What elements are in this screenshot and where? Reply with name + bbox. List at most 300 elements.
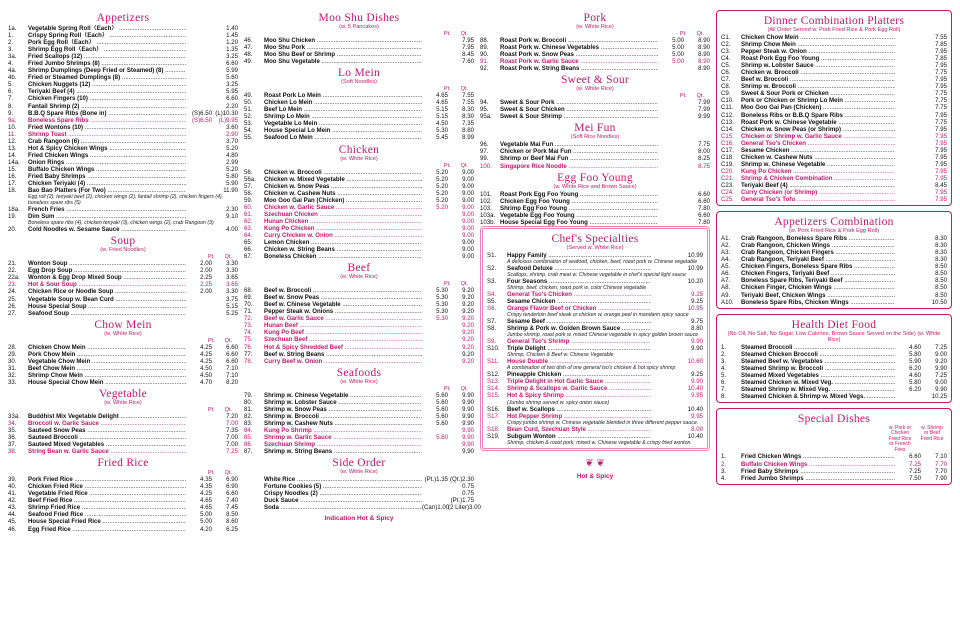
item-price-large: (Pt.)1.75 [450,497,474,505]
item-name: Chicken w. String Beans ..... [264,246,422,253]
item-number: S17. [487,412,500,420]
item-number: 68. [244,287,253,295]
section-title: Sweet & Sour [560,74,630,87]
item-name: Sweet & Sour Chicken ..... [500,106,658,113]
item-number: 7. [8,95,14,103]
item-price-small: 5.30 [422,294,448,301]
item-price-small: 4.65 [422,92,448,99]
item-price-large: 7.00 [226,441,238,449]
item-number: 1. [8,32,14,40]
menu-item [721,299,947,306]
menu-item [8,420,238,427]
item-name: Chicken Rice or Noodle Soup ..... [28,288,186,295]
item-price-small: 4.20 [186,526,212,533]
item-price-large: 1.20 [226,39,238,47]
item-name: Soda ..... [264,504,422,511]
item-number: C16. [721,139,734,147]
item-name: Broccoli w. Garlic Sauce ..... [28,420,186,427]
item-number: 103a. [480,211,496,219]
item-number: 26. [8,302,17,310]
item-name: Sauteed Broccoli ..... [28,434,186,441]
item-name: Happy Family ..... [507,252,651,259]
item-name: Shrimp w. Chinese Vegetable ..... [741,161,895,168]
menu-item [721,41,947,48]
item-number: 33. [8,378,17,386]
item-name: Crab Rangoon, Teriyaki Beef ..... [741,256,895,263]
item-price-large: 7.95 [935,132,947,140]
menu-item [8,206,238,213]
item-name: Moo Shu Chicken ..... [264,37,422,44]
item-name: Chicken w. Cashew Nuts ..... [264,190,422,197]
menu-item [721,263,947,270]
item-name: Pork Fried Rice ..... [28,476,186,483]
menu-item [480,212,710,219]
menu-item [8,372,238,379]
item-price-large: 9.00 [462,253,474,261]
item-price-large: 8.80 [462,127,474,135]
menu-item [244,399,474,406]
item-name: Roast Pork Lo Mein ..... [264,92,422,99]
item-number: 75. [244,336,253,344]
menu-item [8,427,238,434]
item-name: Chicken w. Snow Peas (or Shrimp) ..... [741,126,895,133]
item-number: 6. [8,88,14,96]
item-price-large: 11.90 [223,187,238,195]
item-number: 9a. [8,116,17,124]
menu-item [721,196,947,203]
item-number: A9. [721,291,731,299]
item-price-large: 9.90 [462,440,474,448]
item-price-large: (L)9.95 [218,116,238,124]
item-name: Shrimp & Pork w. Golden Brown Sauce ..... [507,325,651,332]
menu-column-3 [480,10,710,618]
item-price-large: 9.00 [462,217,474,225]
item-number: S8. [487,325,497,333]
item-number: 46. [8,525,17,533]
menu-item [244,483,474,490]
menu-item [721,133,947,140]
item-price-large: 8.30 [935,235,947,243]
item-number: 40. [8,483,17,491]
item-description: Shrimp, chicken & roast pork, mixed w. Chinese vegetable & crispy fried wonton. [507,439,692,446]
qt-label: Qt. [696,31,704,37]
item-number: A6. [721,270,731,278]
item-number: S13. [487,378,500,386]
item-price-large: 7.25 [935,371,947,379]
item-name: Shrimp Egg Roll（Each） ..... [28,46,186,53]
item-price-small: 5.30 [422,287,448,294]
item-name: Wonton Soup ..... [28,260,186,267]
menu-item [8,213,238,220]
menu-item [8,81,238,88]
item-number: S3. [487,277,497,285]
item-number: 72. [244,315,253,323]
item-name: Moo Goo Gai Pan (Chicken) ..... [741,104,895,111]
item-price-large: 7.85 [935,55,947,63]
item-number: 56a. [244,175,256,183]
item-price-large: 7.35 [226,427,238,435]
item-number: 74. [244,329,253,337]
menu-item [8,226,238,233]
item-price-large: 6.60 [226,95,238,103]
item-number: 6. [721,378,727,386]
item-price-large: 6.90 [226,476,238,484]
item-name: Shrimp Chow Mein ..... [28,372,186,379]
menu-item [480,99,710,106]
section-title: Appetizers [96,12,150,24]
item-number: 14. [8,151,17,159]
item-number: 97. [480,148,489,156]
item-price-large: 8.30 [935,256,947,264]
item-name: Fried Jumbo Shrimps (8) ..... [28,60,186,67]
item-name: Hunan Chicken ..... [264,218,422,225]
item-name: Pork Chow Mein ..... [28,351,186,358]
item-name: Roast Pork w. String Beans ..... [500,65,658,72]
menu-item [8,159,238,166]
item-name: Onion Rings ..... [28,159,186,166]
menu-item [8,413,238,420]
item-price-large: 7.75 [698,141,710,149]
item-number: 88. [480,37,489,44]
item-price-small: 4.65 [422,99,448,106]
item-number: 31. [8,364,17,372]
item-name: White Rice ..... [264,476,422,483]
item-price-large: 9.25 [691,371,703,379]
menu-item [721,256,947,263]
item-name: Fried Chicken Wings ..... [741,453,895,460]
item-price-small: 4.25 [186,351,212,358]
item-number: 4b. [8,74,17,82]
item-name: Steamed Chicken Broccoli ..... [741,351,895,358]
item-price-large: 9.00 [462,182,474,190]
item-price-large: 7.95 [935,139,947,147]
menu-item [480,51,710,58]
pt-label: Pt. [679,93,687,100]
menu-item [8,138,238,145]
item-name: Sesame Chicken ..... [741,147,895,154]
item-number: 66. [244,246,253,254]
item-number: 2. [721,460,727,468]
item-name: Buffalo Chicken Wings ..... [28,166,186,173]
item-number: 71. [244,308,253,316]
item-price-large: 8.80 [691,325,703,333]
item-name: Chicken w. Broccoli ..... [741,69,895,76]
item-price-large: 9.25 [691,290,703,298]
item-price-small: (Pt.)1.35 [422,476,448,483]
menu-item [8,145,238,152]
item-number: C21. [721,174,734,182]
menu-item [8,152,238,159]
item-number: 99. [480,155,489,163]
item-name: Sweet & Sour Shrimp ..... [500,113,658,120]
item-name: Bean Curd, Szechuan Style ..... [507,426,651,433]
item-number: 100. [480,162,492,170]
item-name: Fried Scallops (12) ..... [28,53,186,60]
item-name: General Tso's Tofu ..... [741,196,895,203]
item-name: Beef w. Snow Peas ..... [264,294,422,301]
menu-item [244,37,474,44]
item-number: 42. [8,497,17,505]
item-price-large: 7.95 [935,189,947,197]
item-name: Beef w. Broccoli ..... [741,76,895,83]
item-number: 54. [244,127,253,135]
item-number: 46. [244,37,253,44]
item-number: 33a. [8,412,20,420]
menu-item [244,197,474,204]
item-number: 63. [244,224,253,232]
item-name: Chicken Lo Mein ..... [264,99,422,106]
menu-item [8,103,238,110]
item-number: C15. [721,132,734,140]
item-price-large: 9.95 [691,392,703,400]
item-name: Chicken Teriyaki (4) ..... [28,180,186,187]
item-number: 84. [244,426,253,434]
menu-item [480,148,710,155]
item-name: Steamed Beef w. Vegetables ..... [741,358,895,365]
item-name: French Fries ..... [28,206,186,213]
item-number: 9. [8,109,14,117]
item-name: Kung Po Beef ..... [264,329,422,336]
menu-item [244,239,474,246]
item-name: Chicken Finger, Chicken Wings ..... [741,284,895,291]
item-name: Egg Fried Rice ..... [28,526,186,533]
item-number: 90. [480,51,489,59]
item-price-large: 9.90 [935,385,947,393]
item-price-large: 8.60 [226,518,238,526]
item-price-large: 3.75 [226,295,238,303]
item-price-small: 5.20 [422,169,448,176]
item-price-large: 7.55 [935,34,947,41]
item-number: 73. [244,322,253,330]
item-name: House Special Chow Mein ..... [28,379,186,386]
item-name: General Tso's Chicken ..... [741,140,895,147]
item-name: Steamed Broccoli ..... [741,344,895,351]
item-price-small: 5.30 [422,301,448,308]
section-title: Mei Fun [574,122,616,135]
item-price-large: 8.30 [462,113,474,121]
item-number: 28. [8,343,17,351]
item-price-large: 9.00 [462,246,474,254]
menu-item [487,426,703,433]
item-description: Crispy jumbo shrimp w. Chinese vegetable blended in three different pepper sauce. [507,419,699,426]
item-price-large: 1.45 [226,32,238,40]
menu-item [721,97,947,104]
item-name: Vegetable Spring Roll（Each） ..... [28,25,186,32]
menu-item [8,25,238,32]
item-price-large: 3.70 [226,137,238,145]
item-price-large: 9.20 [462,343,474,351]
section-title: Moo Shu Dishes [318,12,400,24]
item-name: Hot & Spicy Shredded Beef ..... [264,344,422,351]
item-number: 85. [244,433,253,441]
menu-item [721,55,947,62]
pt-label: Pt. [207,470,215,477]
menu-item [480,205,710,212]
item-description: Crispy tenderloin beef steak or chicken w. orange peel in mandarin spicy sauce [507,312,689,319]
item-price-large: 0.75 [462,483,474,491]
item-price-large: 1.40 [226,25,238,32]
section-title: Health Diet Food [791,318,877,331]
item-name: Shrimp & Chicken Combination ..... [741,175,895,182]
item-price-large: 7.10 [226,364,238,372]
item-name: Sauteed Snow Peas ..... [28,427,186,434]
item-name: Seafood Soup ..... [28,310,186,317]
item-number: 10. [8,123,17,131]
item-name: Fried Jumbo Shrimps ..... [741,475,895,482]
menu-item [244,413,474,420]
item-price-small: (S)6.50 [186,110,212,117]
item-number: S14. [487,385,500,393]
item-name: Shrimp Chow Mein ..... [741,41,895,48]
item-price-small: 5.60 [422,413,448,420]
menu-column-1 [8,10,238,618]
menu-item [8,124,238,131]
item-name: House Special Soup ..... [28,303,186,310]
item-number: 4. [721,364,727,372]
item-price-small: 4.35 [186,483,212,490]
menu-item [8,110,238,117]
item-name: Beef w. Broccoli ..... [264,287,422,294]
item-price-large: 8.90 [698,58,710,66]
special-header [721,426,947,454]
menu-item [721,112,947,119]
item-price-small: 4.60 [895,344,921,351]
item-price-large: 5.15 [226,302,238,310]
menu-item [487,252,703,259]
item-number: 94. [480,99,489,107]
item-number: S5. [487,297,497,305]
item-number: 13. [8,144,17,152]
item-number: 49. [244,58,253,66]
item-name: Shrimp or Beef Mai Fun ..... [500,155,658,162]
item-price-small: 4.70 [186,379,212,386]
item-price-large: 7.95 [935,167,947,175]
item-price-large: 7.75 [935,97,947,105]
menu-item [244,176,474,183]
item-price-large: 7.95 [462,44,474,52]
menu-item [8,60,238,67]
menu-item [244,113,474,120]
item-price-large: 7.95 [935,196,947,204]
item-price-large: 3.65 [226,281,238,289]
item-number: S11. [487,358,500,366]
item-price-large: 8.45 [935,181,947,189]
item-number: A8. [721,284,731,292]
item-name: Hot & Spicy Shrimp ..... [507,392,651,399]
item-number: 18a. [8,206,20,214]
item-price-large: 8.90 [698,51,710,59]
menu-item [8,166,238,173]
item-name: Roast Pork w. Garlic Sauce ..... [500,58,658,65]
item-price-small: 6.20 [895,386,921,393]
item-name: B.B.Q Spare Ribs (Bone in) ..... [28,110,186,117]
menu-item [487,406,703,413]
item-price-large: 6.60 [698,197,710,205]
item-price-large: 9.90 [462,448,474,456]
item-number: A4. [721,256,731,264]
item-price-large: 9.00 [462,189,474,197]
item-number: C2. [721,41,731,49]
item-price-large: 9.00 [462,231,474,239]
menu-item [8,274,238,281]
item-name: Moo Shu Beef or Shrimp ..... [264,51,422,58]
item-number: 11. [8,130,17,138]
item-name: Steamed Chicken w. Mixed Veg. ..... [741,379,895,386]
item-name: Sesame Beef ..... [507,318,651,325]
menu-item [8,504,238,511]
item-name: Shrimp w. Lobster Sauce ..... [264,399,422,406]
menu-item [244,427,474,434]
menu-item [721,379,947,386]
section-subtitle: (w. 5 Pancakes) [339,24,379,30]
item-number: C13. [721,118,734,126]
item-description: Egg roll (2), teriyaki beef (2), chicken wings (2), fantail shrimp (2), chicken fingers (4), boneless spare ribs (5) [28,194,224,207]
item-number: 79. [244,391,253,399]
menu-item [487,378,703,385]
section-subtitle: (w. White Rice) [104,399,142,406]
item-name: Shrimp Lo Mein ..... [264,113,422,120]
item-number: 56. [244,168,253,176]
item-price-large: 3.65 [226,274,238,282]
section-subtitle: (w. White Rice) [104,330,142,337]
menu-item [244,358,474,365]
item-description: Shrimp, beef, chicken, roast pork w. color Chinese vegetable [507,284,647,291]
item-price-large: 5.20 [226,165,238,173]
item-name: Hot Pepper Shrimp ..... [507,413,651,420]
qt-label: Qt. [224,337,232,344]
item-number: A1. [721,235,731,243]
item-price-large: 7.95 [935,125,947,133]
menu-item [244,190,474,197]
item-price-large: 9.90 [462,426,474,434]
item-price-small: 4.50 [186,372,212,379]
item-price-large: 9.90 [691,378,703,386]
menu-item [721,83,947,90]
item-name: Crab Rangoon (6) ..... [28,138,186,145]
item-price-large: 9.20 [462,322,474,330]
menu-item [487,325,703,332]
item-name: Vegetable Chow Mein ..... [28,358,186,365]
item-number: C6. [721,69,731,77]
item-price-small: 4.65 [186,504,212,511]
section-subtitle: (Soft Rice Noodles) [570,134,620,141]
item-number: S19. [487,432,500,440]
item-price-small: 5.00 [658,58,684,65]
item-name: General Tso's Chicken ..... [507,291,651,298]
item-price-large: (2 Liter)3.00 [448,504,481,512]
item-number: 45. [8,518,17,526]
menu-item [8,344,238,351]
item-price-small: 4.25 [186,490,212,497]
menu-item [244,322,474,329]
menu-item [244,336,474,343]
item-price-large: 7.75 [935,69,947,77]
item-price-large: 9.20 [935,357,947,365]
item-number: S16. [487,405,500,413]
item-number: 16. [8,172,17,180]
item-price-large: 2.99 [226,158,238,166]
item-number: 4. [721,474,727,482]
item-name: Roast Pork Egg Foo Young ..... [500,191,658,198]
item-name: Chicken w. Mixed Vegetable ..... [264,176,422,183]
menu-item [8,32,238,39]
item-price-large: 6.90 [226,483,238,491]
item-number: C11. [721,104,734,112]
item-number: 15. [8,165,17,173]
item-price-small: 4.35 [186,476,212,483]
menu-item [244,253,474,260]
item-price-large: 4.00 [226,226,238,234]
